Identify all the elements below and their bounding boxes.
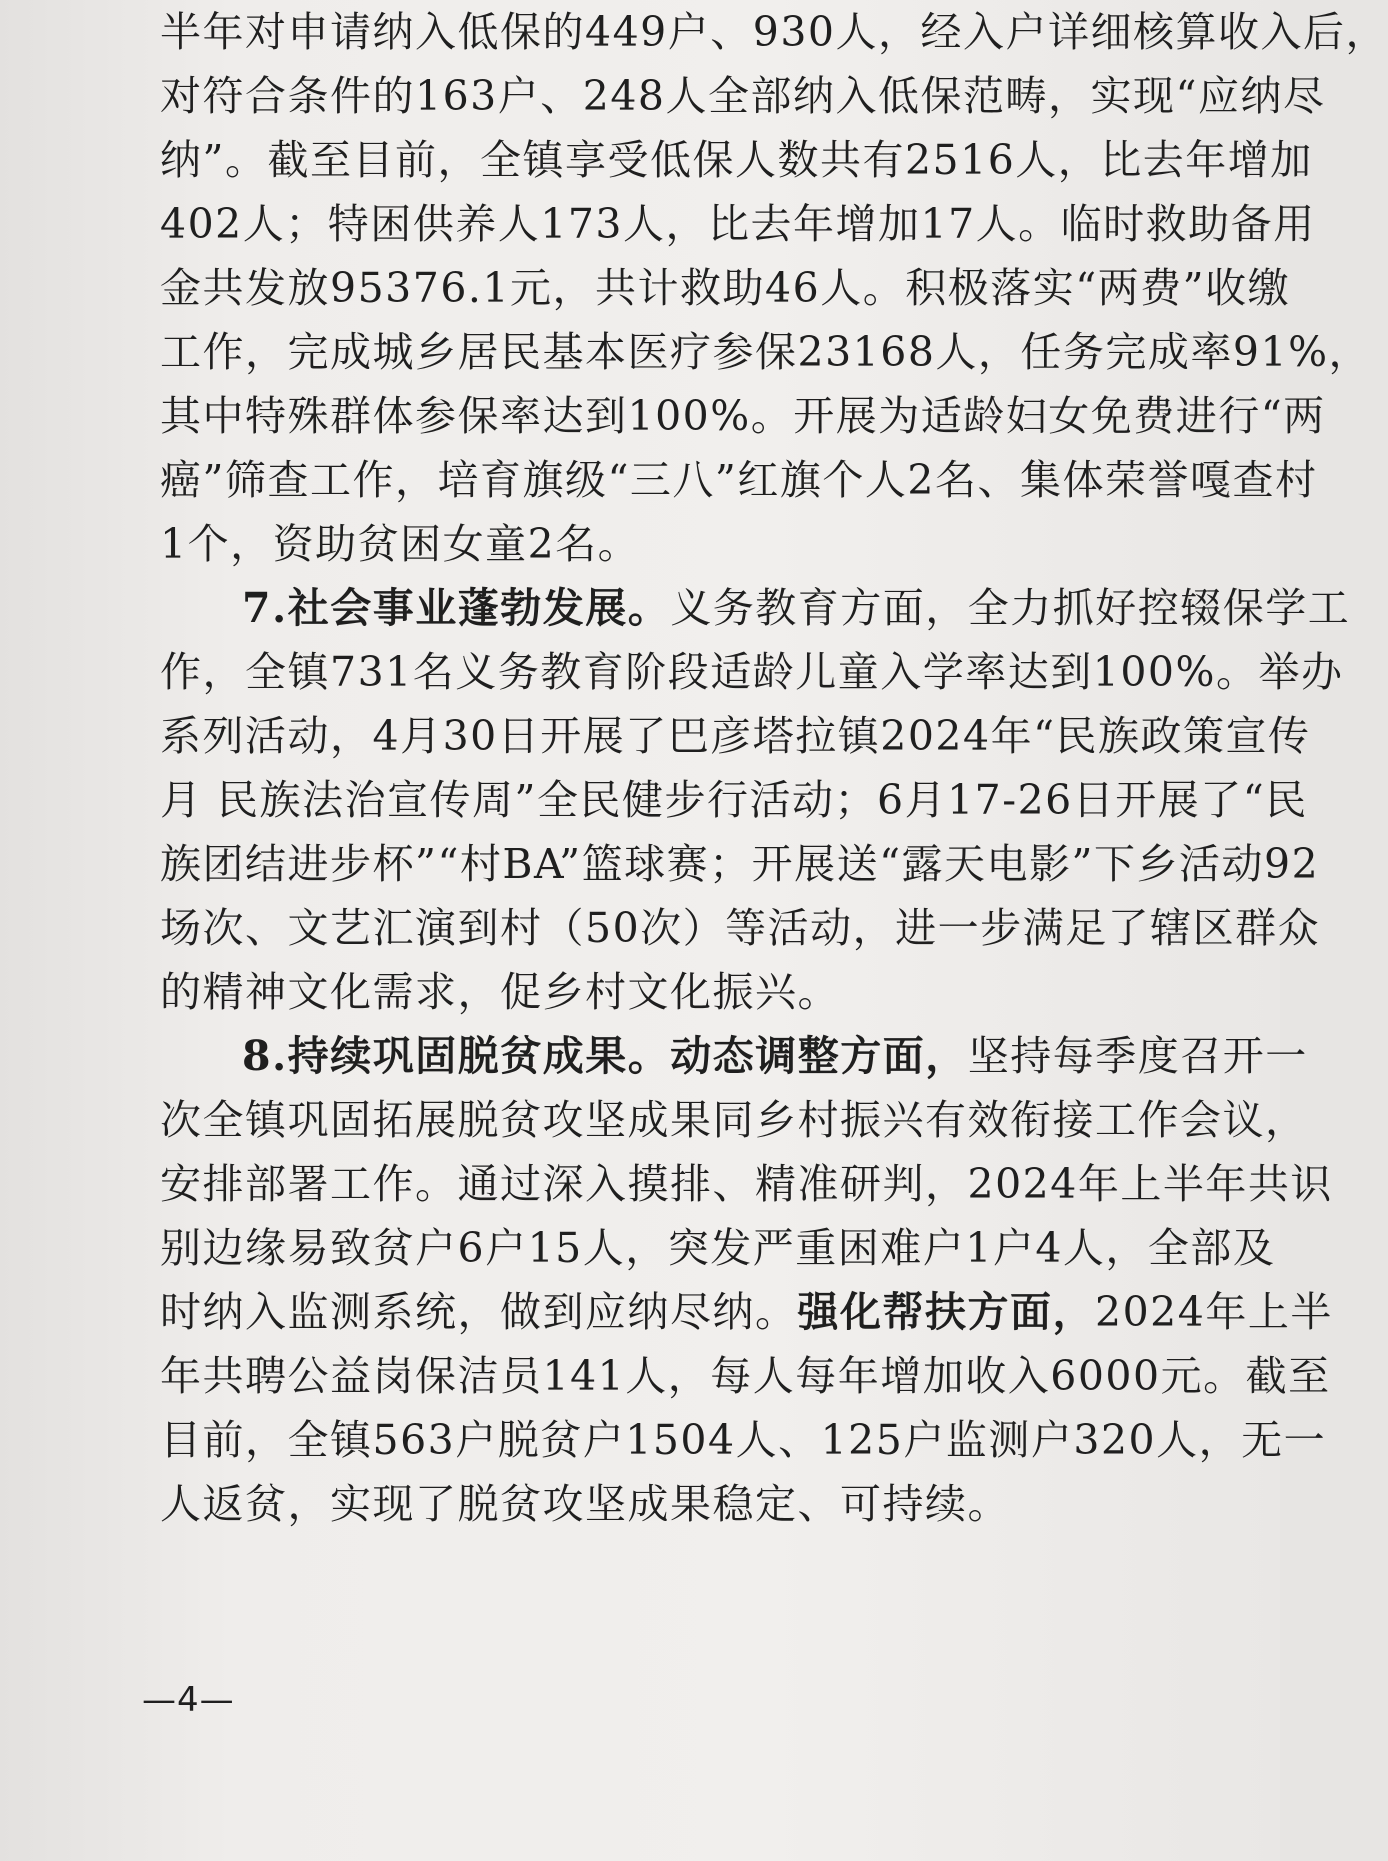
section-8-first-line [160, 1024, 1308, 1088]
text-line: 对符合条件的163户、248人全部纳入低保范畴，实现“应纳尽 [160, 72, 1326, 120]
text-line-start: 时纳入监测系统，做到应纳尽纳。 [160, 1288, 798, 1336]
text-line: 半年对申请纳入低保的449户、930人，经入户详细核算收入后， [160, 8, 1388, 56]
text-line: 安排部署工作。通过深入摸排、精准研判，2024年上半年共识 [160, 1160, 1333, 1208]
text-line: 其中特殊群体参保率达到100%。开展为适龄妇女免费进行“两 [160, 392, 1326, 440]
section-7-first-line [160, 576, 1351, 640]
text-line: 的精神文化需求，促乡村文化振兴。 [160, 968, 840, 1016]
text-line: 金共发放95376.1元，共计救助46人。积极落实“两费”收缴 [160, 264, 1291, 312]
text-line: 次全镇巩固拓展脱贫攻坚成果同乡村振兴有效衔接工作会议， [160, 1096, 1308, 1144]
text-line: 纳”。截至目前，全镇享受低保人数共有2516人，比去年增加 [160, 136, 1313, 184]
section-8-subheading: 强化帮扶方面， [797, 1288, 1095, 1336]
section-7-first-line-text: 义务教育方面，全力抓好控辍保学工 [670, 584, 1351, 632]
text-line: 场次、文艺汇演到村（50次）等活动，进一步满足了辖区群众 [160, 904, 1321, 952]
text-line: 年共聘公益岗保洁员141人，每人每年增加收入6000元。截至 [160, 1352, 1331, 1400]
text-line: 工作，完成城乡居民基本医疗参保23168人，任务完成率91%， [160, 328, 1372, 376]
section-8-heading: 8.持续巩固脱贫成果。动态调整方面， [242, 1032, 968, 1080]
text-line: 族团结进步杯”“村BA”篮球赛；开展送“露天电影”下乡活动92 [160, 840, 1320, 888]
text-line: 别边缘易致贫户6户15人，突发严重困难户1户4人，全部及 [160, 1224, 1276, 1272]
text-line: 作，全镇731名义务教育阶段适龄儿童入学率达到100%。举办 [160, 648, 1344, 696]
section-8-subheading-line [160, 1280, 1333, 1344]
text-line: 人返贫，实现了脱贫攻坚成果稳定、可持续。 [160, 1480, 1010, 1528]
text-line: 系列活动，4月30日开展了巴彦塔拉镇2024年“民族政策宣传 [160, 712, 1311, 760]
section-7-heading: 7.社会事业蓬勃发展。 [242, 584, 671, 632]
text-line: 月 民族法治宣传周”全民健步行活动；6月17-26日开展了“民 [160, 776, 1308, 824]
text-line: 1个，资助贫困女童2名。 [160, 520, 641, 568]
text-line: 402人；特困供养人173人，比去年增加17人。临时救助备用 [160, 200, 1316, 248]
section-8-first-line-text: 坚持每季度召开一 [967, 1032, 1308, 1080]
text-line: 癌”筛查工作，培育旗级“三八”红旗个人2名、集体荣誉嘎查村 [160, 456, 1318, 504]
page-number: —4— [142, 1680, 235, 1720]
text-line-end: 2024年上半 [1095, 1288, 1333, 1336]
text-line: 目前，全镇563户脱贫户1504人、125户监测户320人，无一 [160, 1416, 1327, 1464]
